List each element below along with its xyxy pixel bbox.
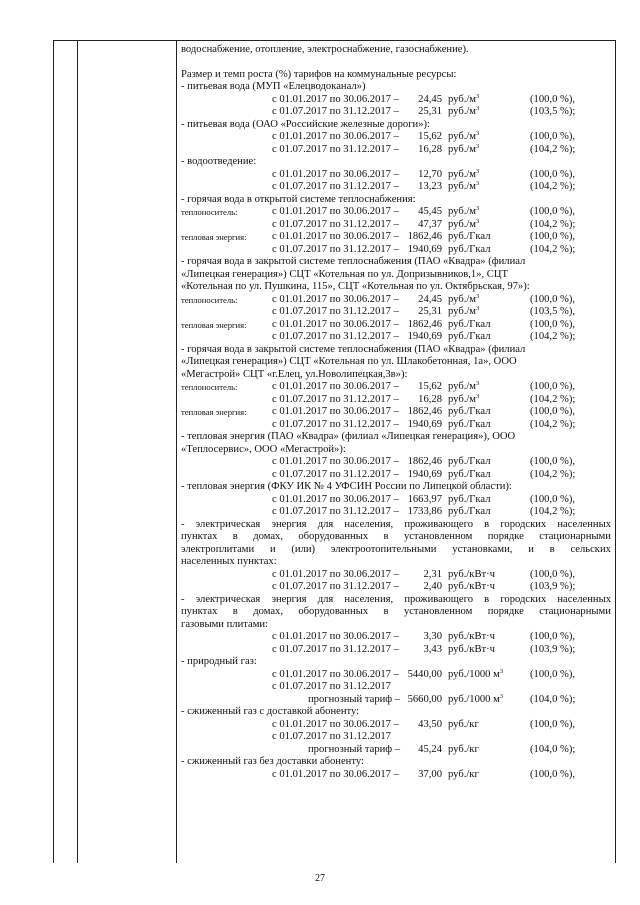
- growth-percent: (100,0 %),: [530, 93, 576, 105]
- tariff-value: 5660,00: [407, 693, 442, 705]
- tariff-unit: руб./Гкал: [448, 493, 491, 505]
- period-text: с 01.01.2017 по 30.06.2017 –: [272, 768, 399, 780]
- word: для: [317, 593, 334, 605]
- word: населения,: [344, 593, 394, 605]
- tariff-value: 1862,46: [407, 231, 442, 242]
- growth-percent: (104,2 %);: [530, 393, 576, 405]
- word: оборудованных: [298, 531, 369, 542]
- word: для: [317, 518, 334, 530]
- growth-percent: (103,9 %);: [530, 581, 576, 592]
- unit-superscript: 3: [476, 142, 480, 150]
- tariff-value: 1733,86: [407, 506, 442, 517]
- tariff-row: [181, 381, 611, 394]
- tariff-unit: $руб./м^3$: [448, 142, 480, 155]
- period-text: с 01.07.2017 по 31.12.2017 –: [272, 506, 399, 517]
- resource-label: тепловая энергия:: [181, 407, 247, 417]
- growth-percent: (104,2 %);: [530, 506, 576, 517]
- tariff-row: [181, 94, 611, 107]
- tariff-row: [181, 106, 611, 119]
- unit-superscript: 3: [499, 667, 504, 675]
- growth-percent: (103,5 %);: [530, 106, 576, 117]
- text-line: - водоотведение:: [181, 156, 257, 167]
- tariff-row: [181, 681, 611, 694]
- tariff-value: 3,30: [423, 631, 442, 642]
- period-text: с 01.07.2017 по 31.12.2017: [272, 731, 391, 742]
- tariff-unit: $руб./м^3$: [448, 292, 480, 305]
- period-text: с 01.07.2017 по 31.12.2017 –: [272, 181, 399, 192]
- tariff-value: 45,24: [418, 743, 442, 755]
- forecast-label: прогнозный тариф –: [308, 693, 401, 705]
- tariff-row: [181, 244, 611, 257]
- word: пунктах: [181, 606, 218, 617]
- tariff-row: [181, 231, 611, 244]
- tariff-value: 5440,00: [407, 668, 442, 680]
- tariff-unit: руб./кВт·ч: [448, 631, 495, 642]
- word: домах,: [253, 606, 283, 617]
- word: сельских: [570, 543, 611, 555]
- tariff-row: [181, 406, 611, 419]
- tariff-value: 1940,69: [407, 468, 442, 480]
- word: в: [383, 531, 389, 542]
- unit-superscript: 3: [476, 217, 480, 225]
- word: электрическая: [195, 518, 261, 530]
- word: электрическая: [195, 593, 261, 605]
- word: порядке: [487, 606, 524, 617]
- period-text: с 01.01.2017 по 30.06.2017 –: [272, 456, 399, 467]
- text-line: газовыми плитами:: [181, 618, 269, 630]
- unit-superscript: 3: [476, 92, 480, 100]
- tariff-row: [181, 719, 611, 732]
- resource-label: тепловая энергия:: [181, 232, 247, 242]
- growth-percent: (104,2 %);: [530, 243, 576, 255]
- growth-percent: (100,0 %),: [530, 456, 576, 467]
- word: и: [269, 543, 276, 555]
- tariff-row: [181, 469, 611, 482]
- unit-superscript: 3: [476, 380, 480, 387]
- word: установленном: [403, 531, 473, 542]
- tariff-unit: $руб./м^3$: [448, 380, 480, 392]
- word: стационарными: [539, 606, 611, 617]
- tariff-row: [181, 306, 611, 319]
- tariff-row: [181, 581, 611, 594]
- growth-percent: (100,0 %),: [530, 131, 576, 142]
- period-text: с 01.07.2017 по 31.12.2017 –: [272, 581, 399, 592]
- tariff-row: [181, 144, 611, 157]
- page-number: 27: [315, 873, 325, 884]
- growth-percent: (100,0 %),: [530, 206, 576, 217]
- word: электроотопительными: [330, 543, 437, 555]
- growth-percent: (100,0 %),: [530, 768, 576, 780]
- forecast-label: прогнозный тариф –: [308, 743, 401, 755]
- justified-line: [181, 531, 611, 544]
- word: населения,: [344, 518, 394, 530]
- growth-percent: (100,0 %),: [530, 631, 576, 642]
- tariff-value: 43,50: [418, 718, 442, 730]
- tariff-value: 1862,46: [407, 318, 442, 330]
- tariff-unit: $руб./м^3$: [448, 92, 480, 105]
- unit-superscript: 3: [476, 205, 480, 212]
- growth-percent: (100,0 %),: [530, 168, 576, 180]
- period-text: с 01.01.2017 по 30.06.2017 –: [272, 718, 399, 730]
- period-text: с 01.07.2017 по 31.12.2017 –: [272, 393, 399, 405]
- growth-percent: (104,2 %);: [530, 331, 576, 342]
- text-line: Размер и темп роста (%) тарифов на коммунальные ресурсы:: [181, 68, 457, 80]
- tariff-unit: руб./кВт·ч: [448, 568, 495, 580]
- word: в: [484, 593, 490, 605]
- word: энергия: [271, 518, 307, 530]
- tariff-value: 1862,46: [407, 406, 442, 417]
- resource-label: тепловая энергия:: [181, 319, 247, 330]
- growth-percent: (103,5 %),: [530, 306, 576, 317]
- tariff-unit: руб./кг: [448, 718, 479, 730]
- growth-percent: (104,2 %);: [530, 143, 576, 155]
- tariff-unit: руб./Гкал: [448, 331, 491, 342]
- tariff-value: 12,70: [418, 168, 442, 180]
- tariff-row: [181, 419, 611, 432]
- tariff-unit: руб./Гкал: [448, 506, 491, 517]
- word: в: [484, 518, 490, 530]
- text-line: - питьевая вода (МУП «Елецводоканал»): [181, 81, 366, 92]
- tariff-row: [181, 694, 611, 707]
- growth-percent: (104,2 %);: [530, 181, 576, 192]
- tariff-row: [181, 631, 611, 644]
- growth-percent: (100,0 %),: [530, 668, 576, 680]
- tariff-unit: $руб./м^3$: [448, 105, 480, 117]
- period-text: с 01.01.2017 по 30.06.2017 –: [272, 493, 399, 505]
- tariff-row: [181, 331, 611, 344]
- tariff-unit: $руб./м^3$: [448, 305, 480, 317]
- word: установленном: [403, 606, 473, 617]
- growth-percent: (104,2 %);: [530, 418, 576, 430]
- period-text: с 01.07.2017 по 31.12.2017 –: [272, 143, 399, 155]
- justified-line: [181, 594, 611, 607]
- justified-line: [181, 606, 611, 619]
- growth-percent: (100,0 %),: [530, 406, 576, 417]
- tariff-unit: руб./кВт·ч: [448, 643, 495, 655]
- unit-superscript: 3: [476, 292, 480, 300]
- column-divider: [176, 40, 177, 863]
- tariff-unit: $руб./м^3$: [448, 217, 480, 230]
- word: оборудованных: [298, 606, 369, 617]
- growth-percent: (100,0 %),: [530, 318, 576, 330]
- word: -: [181, 593, 185, 605]
- period-text: с 01.07.2017 по 31.12.2017 –: [272, 106, 399, 117]
- tariff-unit: руб./Гкал: [448, 243, 491, 255]
- period-text: с 01.01.2017 по 30.06.2017 –: [272, 568, 399, 580]
- word: порядке: [487, 531, 524, 542]
- unit-superscript: 3: [499, 692, 504, 700]
- tariff-value: 37,00: [418, 768, 442, 780]
- growth-percent: (104,0 %);: [530, 743, 576, 755]
- table-cell-text: [181, 44, 611, 781]
- tariff-row: [181, 506, 611, 519]
- tariff-row: [181, 744, 611, 757]
- tariff-row: [181, 169, 611, 182]
- word: населенных: [557, 593, 611, 605]
- period-text: с 01.01.2017 по 30.06.2017 –: [272, 93, 399, 105]
- tariff-value: 24,45: [418, 293, 442, 305]
- tariff-value: 1940,69: [407, 418, 442, 430]
- tariff-row: [181, 569, 611, 582]
- tariff-row: [181, 319, 611, 332]
- tariff-value: 3,43: [423, 643, 442, 655]
- tariff-row: [181, 769, 611, 782]
- word: пунктах: [181, 531, 218, 542]
- growth-percent: (100,0 %),: [530, 568, 576, 580]
- text-line: - горячая вода в закрытой системе теплоснабжения (ПАО «Квадра» (филиал: [181, 343, 526, 355]
- word: проживающего: [404, 518, 474, 530]
- text-line: - сжиженный газ без доставки абоненту:: [181, 756, 364, 767]
- word: в: [232, 531, 238, 542]
- text-line: - тепловая энергия (ФКУ ИК № 4 УФСИН России по Липецкой области):: [181, 481, 512, 492]
- tariff-value: 45,45: [418, 206, 442, 217]
- text-line: «Теплосервис», ООО «Мегастрой»):: [181, 443, 346, 455]
- tariff-unit: руб./Гкал: [448, 418, 491, 430]
- word: -: [181, 518, 185, 530]
- resource-label: теплоноситель:: [181, 382, 238, 392]
- period-text: с 01.07.2017 по 31.12.2017 –: [272, 418, 399, 430]
- tariff-row: [181, 294, 611, 307]
- text-line: - тепловая энергия (ПАО «Квадра» (филиал «Липецкая генерация»), ООО: [181, 431, 516, 442]
- unit-superscript: 3: [476, 167, 480, 175]
- growth-percent: (104,0 %);: [530, 693, 576, 705]
- period-text: с 01.01.2017 по 30.06.2017 –: [272, 381, 399, 392]
- text-line: «Липецкая генерация») СЦТ «Котельная по ул. Допризывников,1», СЦТ: [181, 268, 508, 280]
- word: в: [383, 606, 389, 617]
- justified-line: [181, 519, 611, 532]
- word: в: [232, 606, 238, 617]
- text-line: - природный газ:: [181, 656, 257, 667]
- unit-superscript: 3: [476, 105, 480, 112]
- period-text: с 01.01.2017 по 30.06.2017 –: [272, 631, 399, 642]
- word: в: [549, 543, 555, 555]
- period-text: с 01.01.2017 по 30.06.2017 –: [272, 231, 399, 242]
- growth-percent: (104,2 %);: [530, 468, 576, 480]
- period-text: с 01.07.2017 по 31.12.2017 –: [272, 643, 399, 655]
- growth-percent: (100,0 %),: [530, 293, 576, 305]
- growth-percent: (104,2 %);: [530, 218, 576, 230]
- tariff-row: [181, 669, 611, 682]
- tariff-unit: руб./кг: [448, 743, 479, 755]
- period-text: с 01.07.2017 по 31.12.2017 –: [272, 306, 399, 317]
- tariff-value: 15,62: [418, 131, 442, 142]
- column-divider: [77, 40, 78, 863]
- word: энергия: [271, 593, 307, 605]
- tariff-value: 25,31: [418, 306, 442, 317]
- period-text: с 01.01.2017 по 30.06.2017 –: [272, 406, 399, 417]
- text-line: - сжиженный газ с доставкой абоненту:: [181, 706, 360, 717]
- tariff-unit: руб./кг: [448, 768, 479, 780]
- tariff-value: 2,40: [423, 581, 442, 592]
- tariff-unit: руб./1000 $м^3$: [448, 692, 504, 705]
- tariff-row: [181, 394, 611, 407]
- growth-percent: (100,0 %),: [530, 381, 576, 392]
- unit-superscript: 3: [476, 130, 480, 137]
- tariff-value: 1940,69: [407, 243, 442, 255]
- period-text: с 01.01.2017 по 30.06.2017 –: [272, 293, 399, 305]
- text-line: «Мегастрой» СЦТ «г.Елец, ул.Новолипецкая,3в»):: [181, 368, 408, 380]
- tariff-value: 15,62: [418, 381, 442, 392]
- tariff-row: [181, 131, 611, 144]
- word: электроплитами: [181, 543, 255, 555]
- tariff-row: [181, 731, 611, 744]
- tariff-unit: $руб./м^3$: [448, 205, 480, 217]
- tariff-unit: $руб./м^3$: [448, 130, 480, 142]
- resource-label: теплоноситель:: [181, 207, 238, 217]
- period-text: с 01.07.2017 по 31.12.2017 –: [272, 243, 399, 255]
- period-text: с 01.01.2017 по 30.06.2017 –: [272, 168, 399, 180]
- tariff-row: [181, 456, 611, 469]
- tariff-row: [181, 206, 611, 219]
- tariff-row: [181, 181, 611, 194]
- period-text: с 01.07.2017 по 31.12.2017 –: [272, 218, 399, 230]
- tariff-value: 16,28: [418, 393, 442, 405]
- text-line: - горячая вода в закрытой системе теплоснабжения (ПАО «Квадра» (филиал: [181, 256, 526, 267]
- period-text: с 01.07.2017 по 31.12.2017 –: [272, 331, 399, 342]
- text-line: населенных пунктах:: [181, 556, 277, 567]
- tariff-unit: руб./1000 $м^3$: [448, 667, 504, 680]
- period-text: с 01.01.2017 по 30.06.2017 –: [272, 206, 399, 217]
- unit-superscript: 3: [476, 180, 480, 187]
- tariff-value: 2,31: [423, 568, 442, 580]
- tariff-value: 1862,46: [407, 456, 442, 467]
- word: установками,: [452, 543, 513, 555]
- tariff-value: 1663,97: [407, 493, 442, 505]
- growth-percent: (100,0 %),: [530, 493, 576, 505]
- word: и: [528, 543, 534, 555]
- text-line: - питьевая вода (ОАО «Российские железные дороги»):: [181, 118, 430, 130]
- tariff-unit: руб./Гкал: [448, 318, 491, 330]
- growth-percent: (103,9 %);: [530, 643, 576, 655]
- tariff-row: [181, 494, 611, 507]
- text-line: - горячая вода в открытой системе теплоснабжения:: [181, 193, 416, 205]
- tariff-unit: руб./кВт·ч: [448, 581, 495, 592]
- unit-superscript: 3: [476, 392, 480, 400]
- tariff-value: 16,28: [418, 143, 442, 155]
- tariff-row: [181, 219, 611, 232]
- period-text: с 01.07.2017 по 31.12.2017: [272, 681, 391, 692]
- word: домах,: [253, 531, 283, 542]
- tariff-value: 47,37: [418, 218, 442, 230]
- tariff-unit: руб./Гкал: [448, 231, 491, 242]
- word: стационарными: [539, 531, 611, 542]
- word: городских: [500, 518, 547, 530]
- word: населенных: [557, 518, 611, 530]
- tariff-unit: $руб./м^3$: [448, 180, 480, 192]
- text-line: водоснабжение, отопление, электроснабжение, газоснабжение).: [181, 44, 469, 55]
- tariff-unit: руб./Гкал: [448, 468, 491, 480]
- tariff-unit: руб./Гкал: [448, 406, 491, 417]
- growth-percent: (100,0 %),: [530, 718, 576, 730]
- justified-line: [181, 544, 611, 557]
- tariff-row: [181, 644, 611, 657]
- word: проживающего: [404, 593, 474, 605]
- period-text: с 01.01.2017 по 30.06.2017 –: [272, 668, 399, 680]
- period-text: с 01.01.2017 по 30.06.2017 –: [272, 318, 399, 330]
- tariff-value: 1940,69: [407, 331, 442, 342]
- tariff-value: 24,45: [418, 93, 442, 105]
- growth-percent: (100,0 %),: [530, 231, 576, 242]
- word: городских: [500, 593, 547, 605]
- period-text: с 01.07.2017 по 31.12.2017 –: [272, 468, 399, 480]
- tariff-value: 13,23: [418, 181, 442, 192]
- resource-label: теплоноситель:: [181, 294, 238, 305]
- word: (или): [291, 543, 316, 555]
- tariff-unit: руб./Гкал: [448, 456, 491, 467]
- tariff-unit: $руб./м^3$: [448, 167, 480, 180]
- tariff-unit: $руб./м^3$: [448, 392, 480, 405]
- text-line: «Липецкая генерация») СЦТ «Котельная по ул. Шлакобетонная, 1а», ООО: [181, 356, 517, 367]
- tariff-value: 25,31: [418, 106, 442, 117]
- unit-superscript: 3: [476, 305, 480, 312]
- text-line: «Котельная по ул. Пушкина, 115», СЦТ «Котельная по ул. Октябрьская, 97»):: [181, 281, 530, 292]
- period-text: с 01.01.2017 по 30.06.2017 –: [272, 131, 399, 142]
